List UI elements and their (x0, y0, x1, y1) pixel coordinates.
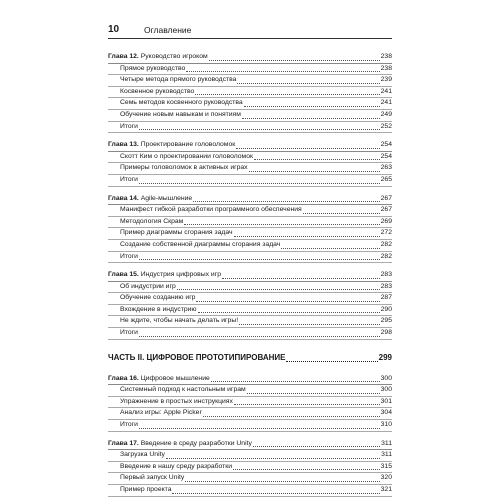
item-title: Первый запуск Unity (120, 474, 185, 482)
leader-dots (186, 70, 379, 72)
toc-item[interactable] (108, 122, 392, 134)
page-ref: 300 (380, 386, 392, 394)
toc-chapter-17 (108, 439, 392, 497)
page-ref: 239 (380, 76, 392, 84)
leader-dots (234, 235, 380, 237)
leader-dots (209, 59, 380, 61)
item-title: Введение в нашу среду разработки (120, 462, 233, 470)
leader-dots (172, 492, 379, 494)
leader-dots (237, 82, 379, 84)
leader-dots (184, 223, 379, 225)
page-ref: 299 (378, 352, 392, 362)
page-ref: 298 (380, 329, 392, 337)
toc-item[interactable] (108, 473, 392, 485)
page-ref: 287 (380, 294, 392, 302)
item-title: Итоги (120, 175, 138, 183)
item-title: Итоги (120, 329, 138, 337)
page-ref: 315 (380, 462, 392, 470)
leader-dots (211, 380, 380, 382)
toc-item[interactable] (108, 293, 392, 305)
running-title: Оглавление (144, 25, 192, 35)
leader-dots (234, 403, 380, 405)
page-ref: 283 (380, 271, 392, 279)
item-title: Загрузка Unity (120, 451, 165, 459)
toc-item[interactable] (108, 87, 392, 99)
leader-dots (195, 93, 379, 95)
page-ref: 321 (380, 486, 392, 493)
page-ref: 252 (380, 122, 392, 130)
chapter-heading[interactable] (108, 140, 392, 151)
page-ref: 267 (380, 206, 392, 214)
item-title: Итоги (120, 252, 138, 260)
page-ref: 249 (380, 110, 392, 118)
item-title: Обучение созданию игр (120, 294, 196, 302)
leader-dots (203, 415, 380, 417)
page-ref: 263 (380, 164, 392, 172)
toc-item[interactable] (108, 485, 392, 497)
item-title: Упражнение в простых инструкциях (120, 397, 233, 405)
page-ref: 267 (380, 194, 392, 202)
item-title: Итоги (120, 122, 138, 130)
item-title: Косвенное руководство (120, 87, 195, 95)
chapter-label: Глава 16. (108, 374, 139, 382)
chapter-label: Глава 15. (108, 271, 139, 279)
toc-item[interactable] (108, 217, 392, 229)
page-ref: 269 (380, 217, 392, 225)
toc-item[interactable] (108, 75, 392, 87)
leader-dots (139, 182, 380, 184)
item-title: Системный подход к настольным играм (120, 386, 246, 394)
toc-chapter-16 (108, 374, 392, 432)
page-ref: 300 (380, 374, 392, 382)
leader-dots (253, 445, 380, 447)
chapter-label: Глава 13. (108, 141, 139, 149)
leader-dots (177, 288, 380, 290)
toc-item[interactable] (108, 282, 392, 294)
chapter-label: Глава 12. (108, 53, 139, 60)
leader-dots (185, 480, 379, 482)
item-title: Манифест гибкой разработки программного обеспечения (120, 206, 302, 214)
leader-dots (193, 200, 379, 202)
item-title: Обучение новым навыкам и понятиям (120, 110, 241, 118)
toc-item[interactable] (108, 316, 392, 328)
toc-item[interactable] (108, 240, 392, 252)
item-title: Итоги (120, 421, 138, 429)
leader-dots (198, 311, 380, 313)
item-title: Семь методов косвенного руководства (120, 99, 243, 107)
toc-item[interactable] (108, 228, 392, 240)
page-ref: 310 (380, 421, 392, 429)
item-title: Создание собственной диаграммы сгорания задач (120, 240, 281, 248)
leader-dots (303, 212, 380, 214)
chapter-label: Глава 17. (108, 439, 139, 447)
toc-item[interactable] (108, 110, 392, 122)
page-ref: 238 (380, 53, 392, 60)
chapter-title: Цифровое мышление (140, 374, 210, 382)
toc-chapter-12 (108, 52, 392, 133)
page-ref: 241 (380, 99, 392, 107)
leader-dots (281, 247, 379, 249)
chapter-title: Индустрия цифровых игр (140, 271, 221, 279)
toc-item[interactable] (108, 408, 392, 420)
toc-item[interactable] (108, 397, 392, 409)
page-ref: 304 (380, 409, 392, 417)
item-title: Анализ игры: Apple Picker (120, 409, 202, 417)
leader-dots (236, 147, 379, 149)
toc-item[interactable] (108, 305, 392, 317)
leader-dots (244, 105, 380, 107)
leader-dots (233, 468, 380, 470)
toc-item[interactable] (108, 175, 392, 187)
toc-item[interactable] (108, 420, 392, 432)
chapter-title: Введение в среду разработки Unity (140, 439, 252, 447)
toc-item[interactable] (108, 462, 392, 474)
page-ref: 265 (380, 175, 392, 183)
item-title: Примеры головоломок в активных играх (120, 164, 248, 172)
toc-item[interactable] (108, 252, 392, 264)
chapter-heading[interactable] (108, 439, 392, 450)
toc-item[interactable] (108, 98, 392, 110)
leader-dots (239, 323, 380, 325)
chapter-heading[interactable] (108, 52, 392, 63)
toc-item[interactable] (108, 163, 392, 175)
chapter-title: Проектирование головоломок (140, 141, 236, 149)
part-heading[interactable] (108, 352, 392, 364)
leader-dots (242, 117, 380, 119)
toc-item[interactable] (108, 64, 392, 76)
table-of-contents (108, 52, 392, 504)
leader-dots (249, 170, 380, 172)
toc-item[interactable] (108, 385, 392, 397)
page-ref: 272 (380, 229, 392, 237)
leader-dots (166, 457, 380, 459)
page-ref: 238 (380, 64, 392, 72)
item-title: Пример диаграммы сгорания задач (120, 229, 233, 237)
leader-dots (139, 258, 380, 260)
item-title: Вхождение в индустрию (120, 305, 197, 313)
leader-dots (254, 158, 380, 160)
leader-dots (286, 360, 377, 362)
page-ref: 320 (380, 474, 392, 482)
toc-chapter-13 (108, 140, 392, 186)
toc-part-2 (108, 352, 392, 364)
page-ref: 311 (381, 451, 392, 459)
item-title: Прямое руководство (120, 64, 186, 72)
page-ref: 241 (380, 87, 392, 95)
toc-item[interactable] (108, 152, 392, 164)
page-ref: 290 (380, 305, 392, 313)
leader-dots (139, 128, 380, 130)
page-ref: 283 (380, 282, 392, 290)
leader-dots (139, 427, 380, 429)
toc-chapter-14 (108, 194, 392, 264)
item-title: Об индустрии игр (120, 282, 176, 290)
item-title: Скотт Ким о проектировании головоломок (120, 152, 253, 160)
leader-dots (222, 277, 380, 279)
toc-chapter-15 (108, 270, 392, 340)
item-title: Четыре метода прямого руководства (120, 76, 237, 84)
leader-dots (247, 392, 380, 394)
page-header (108, 24, 392, 39)
page-ref: 254 (380, 141, 392, 149)
chapter-heading[interactable] (108, 270, 392, 281)
page-ref: 301 (380, 397, 392, 405)
page-ref: 254 (380, 152, 392, 160)
page-ref: 311 (381, 439, 392, 447)
toc-item[interactable] (108, 450, 392, 462)
page-ref: 295 (380, 317, 392, 325)
chapter-title: Agile-мышление (140, 194, 193, 202)
item-title: Методология Скрам (120, 217, 184, 225)
leader-dots (139, 335, 380, 337)
chapter-label: Глава 14. (108, 194, 139, 202)
part-title: ЧАСТЬ II. ЦИФРОВОЕ ПРОТОТИПИРОВАНИЕ (108, 352, 286, 362)
chapter-title: Руководство игроком (140, 53, 208, 60)
chapter-heading[interactable] (108, 194, 392, 205)
item-title: Не ждите, чтобы начать делать игры! (120, 317, 239, 325)
page-ref: 282 (380, 252, 392, 260)
toc-item[interactable] (108, 205, 392, 217)
item-title: Пример проекта (120, 486, 172, 493)
toc-item[interactable] (108, 328, 392, 340)
chapter-heading[interactable] (108, 374, 392, 385)
leader-dots (196, 300, 379, 302)
page-number: 10 (108, 24, 120, 35)
page-ref: 282 (380, 240, 392, 248)
